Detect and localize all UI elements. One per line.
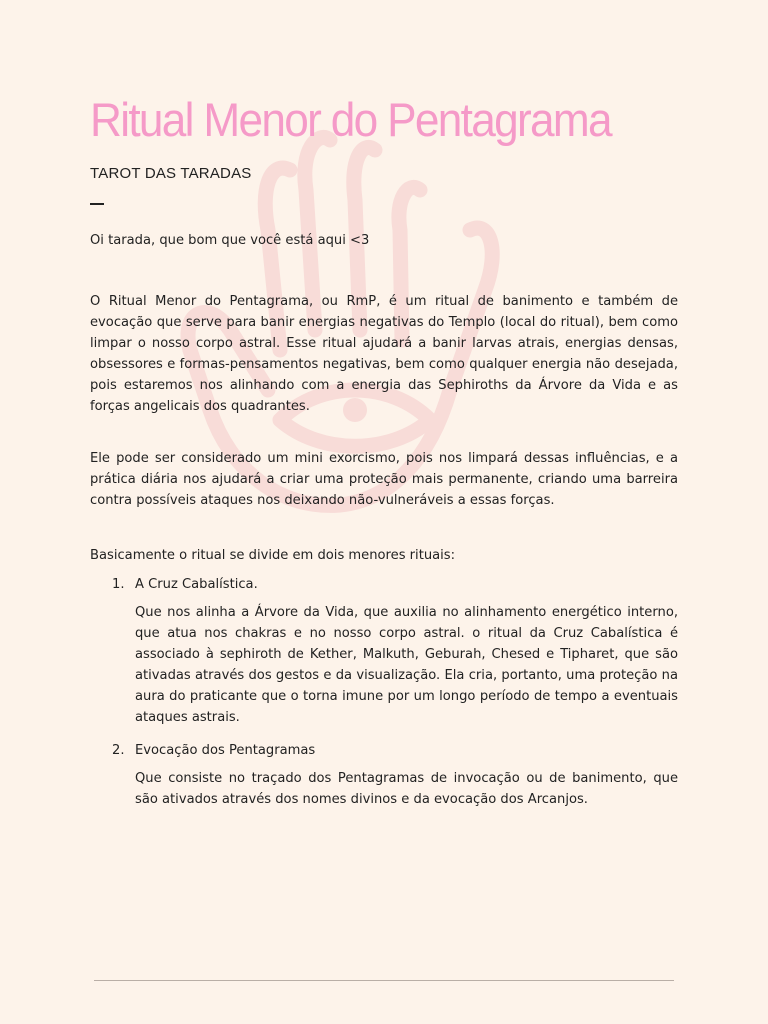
- title-divider: [90, 203, 104, 205]
- list-item-title: Evocação dos Pentagramas: [135, 743, 316, 758]
- list-item-title: A Cruz Cabalística.: [135, 577, 258, 592]
- footer-divider: [94, 980, 674, 981]
- list-item-description: Que nos alinha a Árvore da Vida, que auxilia no alinhamento energético interno, que atua nos chakras e no nosso corpo astral. o ritual da Cruz Cabalística é associado à sephiroth de Kether, Malkuth, Geburah, Chesed e Tipharet, que são ativadas através dos gestos e da visualização. Ela cria, portanto, uma proteção na aura do praticante que o torna imune por um longo período de tempo a eventuais ataques astrais.: [135, 605, 678, 725]
- paragraph-exorcism: Ele pode ser considerado um mini exorcismo, pois nos limpará dessas influências, e a prática diária nos ajudará a criar uma proteção mais permanente, criando uma barreira contra possíveis ataques nos deixando não-vulneráveis a essas forças.: [90, 451, 678, 508]
- greeting-text: Oi tarada, que bom que você está aqui <3: [90, 233, 370, 248]
- page-title: Ritual Menor do Pentagrama: [90, 93, 611, 146]
- paragraph-intro: O Ritual Menor do Pentagrama, ou RmP, é um ritual de banimento e também de evocação que serve para banir energias negativas do Templo (local do ritual), bem como limpar o nosso corpo astral. Esse ritual ajudará a banir larvas atrais, energias densas, obsessores e formas-pensamentos negativas, bem como qualquer energia não desejada, pois estaremos nos alinhando com a energia das Sephiroths da Árvore da Vida e as forças angelicais dos quadrantes.: [90, 294, 678, 414]
- list-item-number: 2.: [112, 743, 125, 758]
- list-item-description: Que consiste no traçado dos Pentagramas de invocação ou de banimento, que são ativados através dos nomes divinos e da evocação dos Arcanjos.: [135, 771, 678, 807]
- paragraph-division: Basicamente o ritual se divide em dois menores rituais:: [90, 548, 456, 563]
- page-subtitle: TAROT DAS TARADAS: [90, 165, 252, 182]
- list-item-number: 1.: [112, 577, 125, 592]
